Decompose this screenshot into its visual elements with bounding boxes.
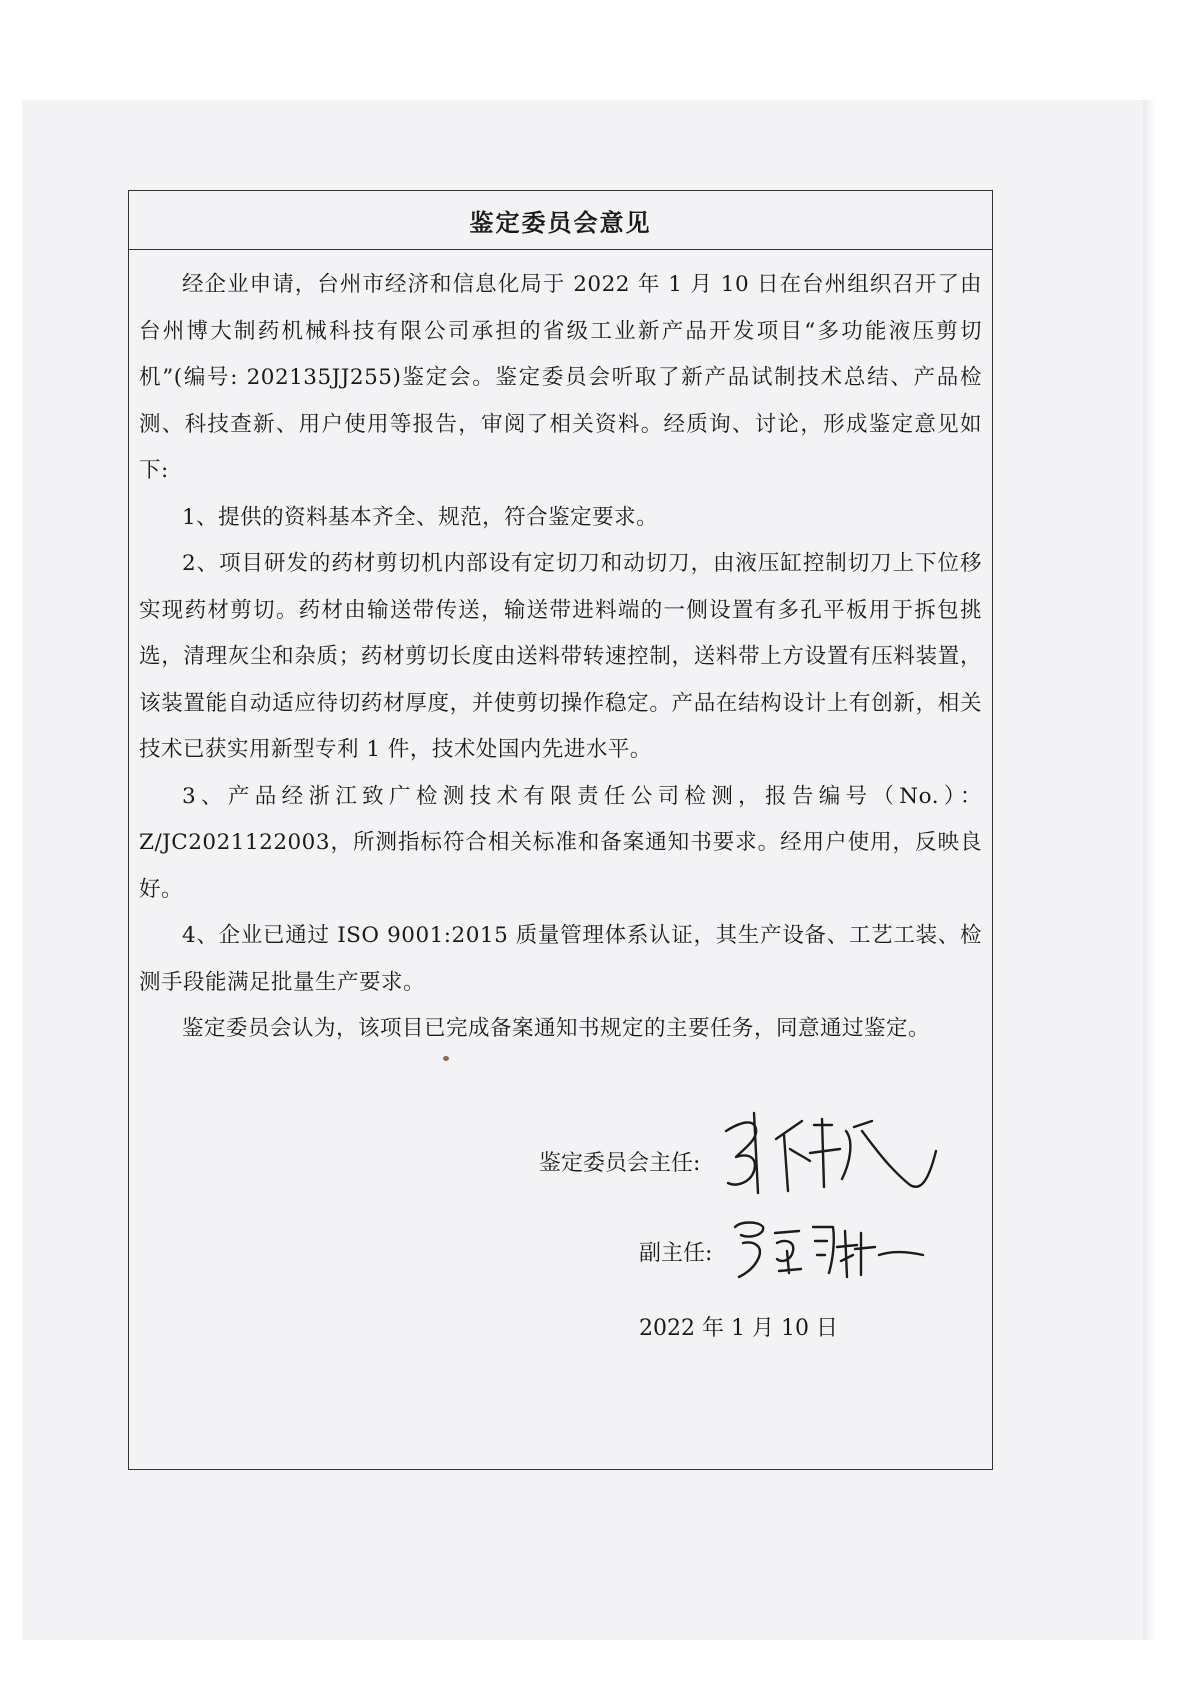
opinion-paragraph-intro: 经企业申请，台州市经济和信息化局于 2022 年 1 月 10 日在台州组织召开了由台州博大制药机械科技有限公司承担的省级工业新产品开发项目“多功能液压剪切机”(编号: 202135JJ255)鉴定会。鉴定委员会听取了新产品试制技术总结、产品检测、科技查新、用户使用等报告，审阅了相关资料。经质询、讨论，形成鉴定意见如下: [139, 272, 982, 483]
form-title: 鉴定委员会意见 [129, 191, 992, 250]
scan-edge [1143, 100, 1155, 1640]
opinion-body [129, 250, 992, 1053]
director-signature-label: 鉴定委员会主任: [539, 1151, 701, 1176]
opinion-paragraph-1: 1、提供的资料基本齐全、规范，符合鉴定要求。 [182, 504, 659, 530]
opinion-paragraph-2: 2、项目研发的药材剪切机内部设有定切刀和动切刀，由液压缸控制切刀上下位移实现药材剪切。药材由输送带传送，输送带进料端的一侧设置有多孔平板用于拆包挑选，清理灰尘和杂质；药材剪切长度由送料带转速控制，送料带上方设置有压料装置，该装置能自动适应待切药材厚度，并使剪切操作稳定。产品在结构设计上有创新，相关技术已获实用新型专利 1 件，技术处国内先进水平。 [139, 551, 982, 762]
opinion-conclusion: 鉴定委员会认为，该项目已完成备案通知书规定的主要任务，同意通过鉴定。 [182, 1016, 931, 1041]
ink-speck [443, 1056, 449, 1061]
deputy-handwritten-signature [729, 1211, 929, 1291]
opinion-paragraph-4: 4、企业已通过 ISO 9001:2015 质量管理体系认证，其生产设备、工艺工装、检测手段能满足批量生产要求。 [139, 923, 982, 995]
appraisal-opinion-form [128, 190, 993, 1470]
signature-date: 2022 年 1 月 10 日 [639, 1316, 838, 1341]
deputy-signature-label: 副主任: [639, 1241, 713, 1266]
director-handwritten-signature [714, 1091, 944, 1201]
opinion-paragraph-3: 3、产品经浙江致广检测技术有限责任公司检测，报告编号（No.）：Z/JC2021122003，所测指标符合相关标准和备案通知书要求。经用户使用，反映良好。 [139, 783, 982, 902]
